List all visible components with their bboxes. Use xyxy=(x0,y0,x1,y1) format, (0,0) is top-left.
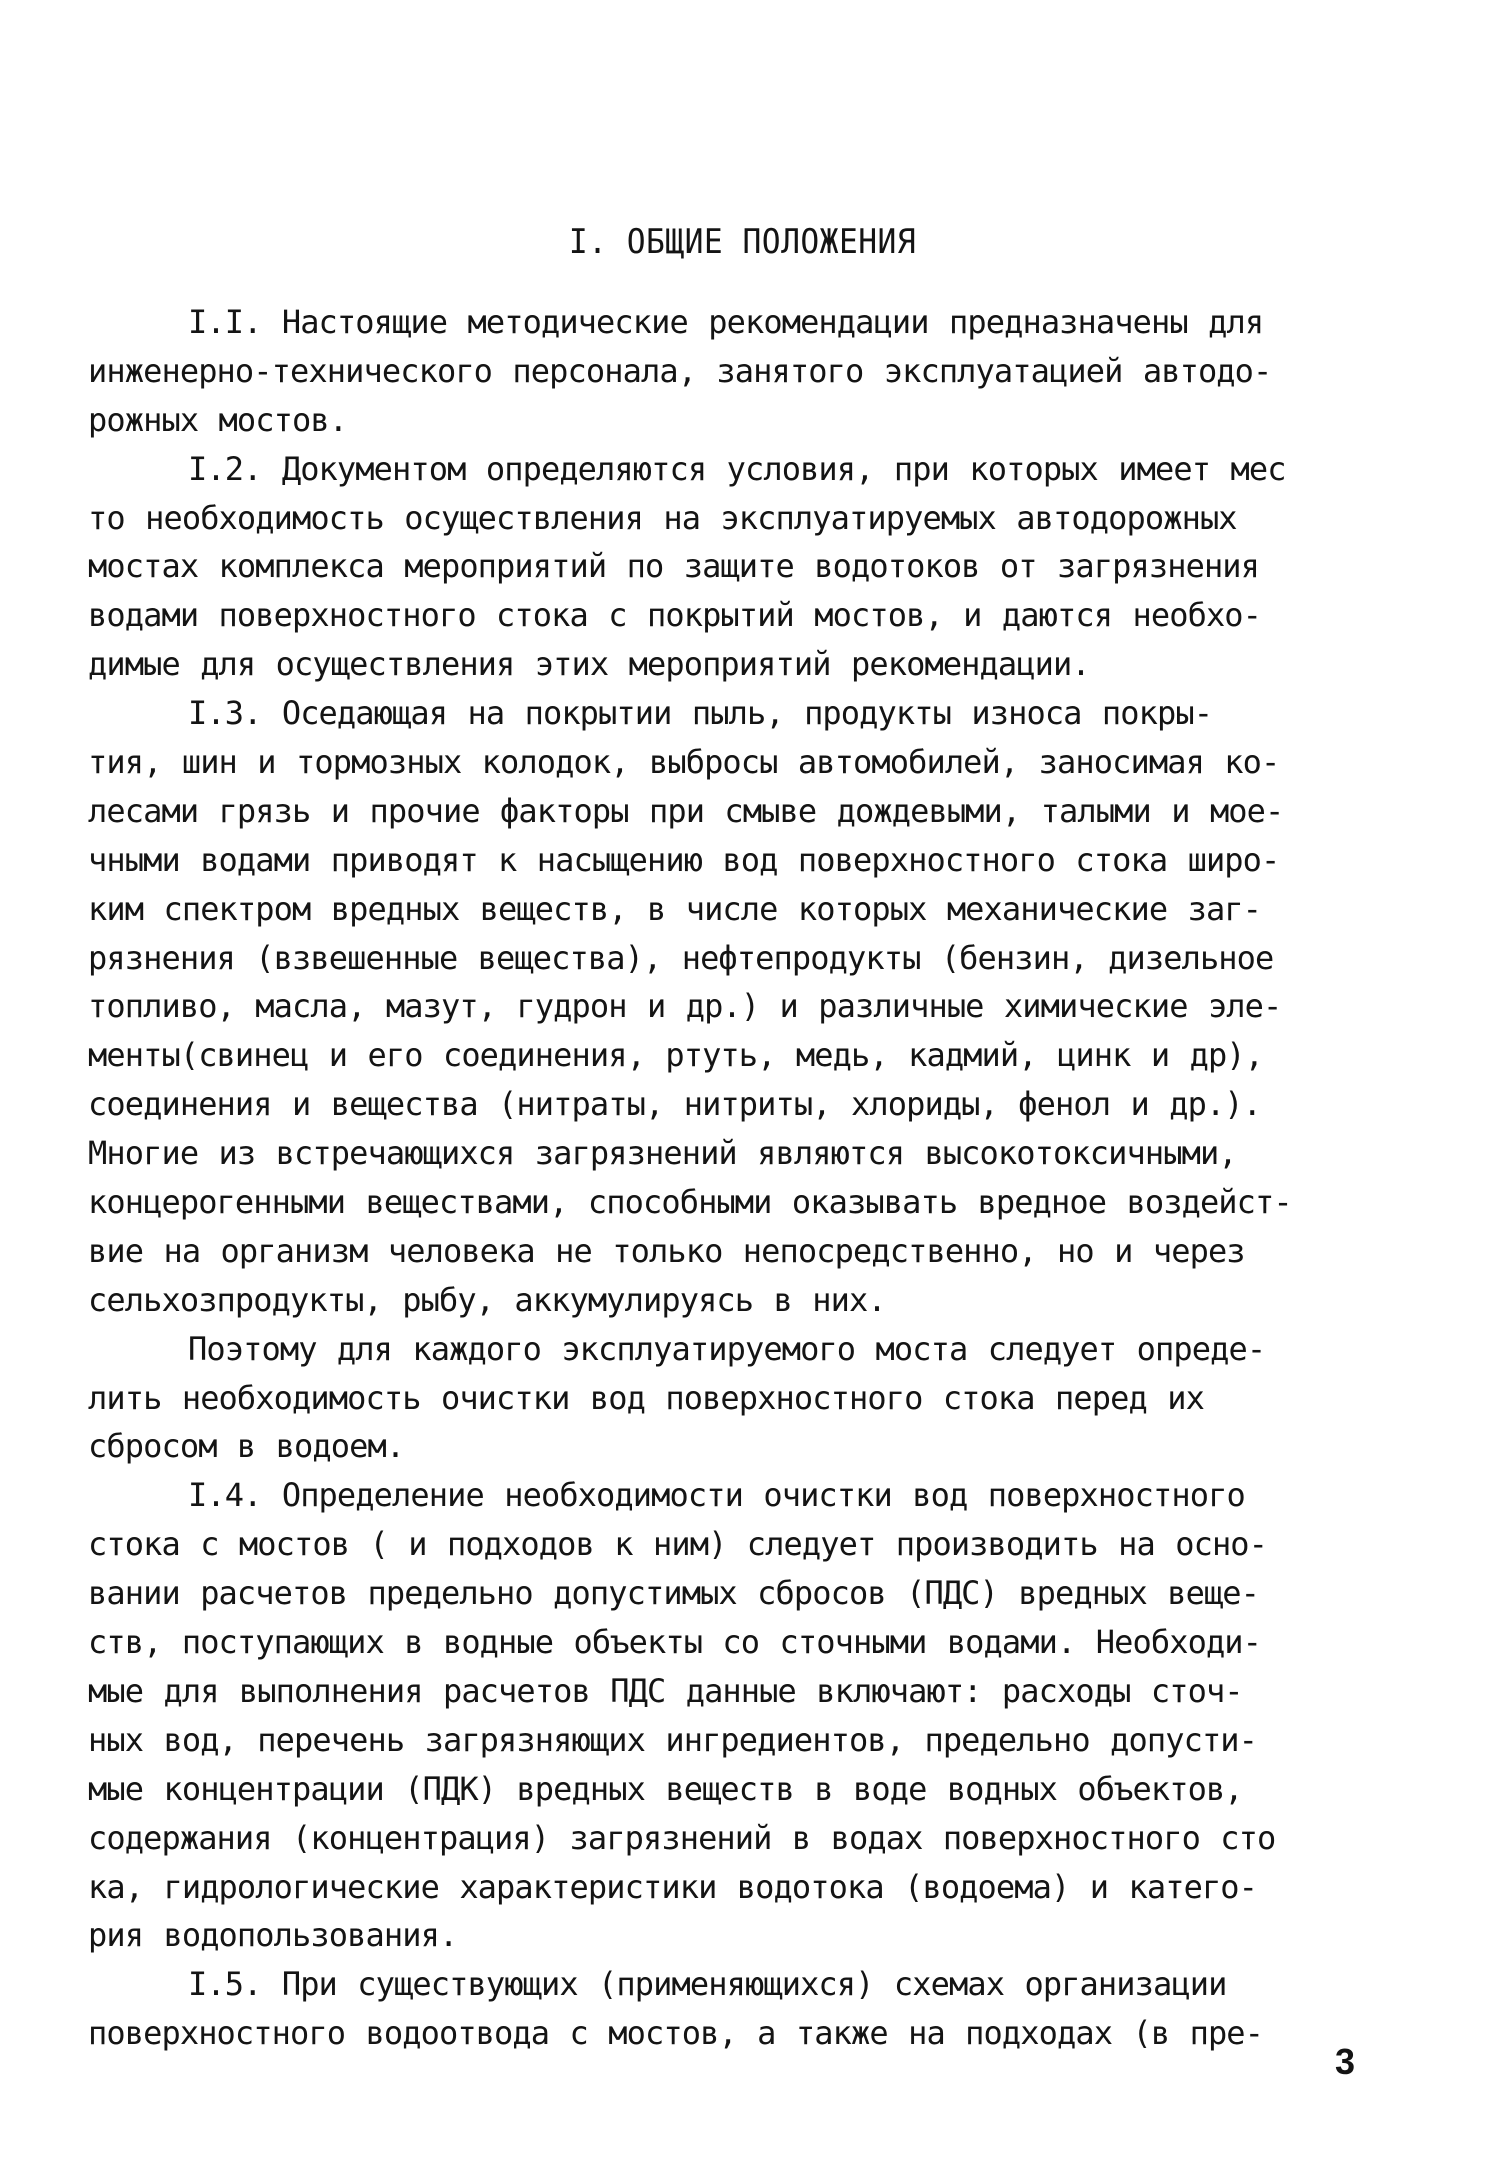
text-line: ств, поступающих в водные объекты со сточными водами. Необходи- xyxy=(88,1623,1262,1662)
text-line: соединения и вещества (нитраты, нитриты, хлориды, фенол и др.). xyxy=(88,1085,1262,1124)
text-line: вие на организм человека не только непосредственно, но и через xyxy=(88,1231,1245,1270)
text-line: димые для осуществления этих мероприятий рекомендации. xyxy=(88,645,1090,684)
body-text xyxy=(88,298,1388,2058)
text-line: менты(свинец и его соединения, ртуть, медь, кадмий, цинк и др), xyxy=(88,1036,1264,1075)
text-line: мые для выполнения расчетов ПДС данные включают: расходы сточ- xyxy=(88,1671,1243,1710)
text-line: топливо, масла, мазут, гудрон и др.) и различные химические эле- xyxy=(88,987,1282,1026)
text-line: вании расчетов предельно допустимых сбросов (ПДС) вредных веще- xyxy=(88,1574,1260,1613)
text-line: чными водами приводят к насыщению вод поверхностного стока широ- xyxy=(88,840,1280,879)
text-line: содержания (концентрация) загрязнений в водах поверхностного сто xyxy=(88,1818,1276,1857)
text-line: рия водопользования. xyxy=(88,1916,458,1955)
text-line: стока с мостов ( и подходов к ним) следует производить на осно- xyxy=(88,1525,1268,1564)
text-line: Многие из встречающихся загрязнений являются высокотоксичными, xyxy=(88,1134,1237,1173)
text-line: концерогенными веществами, способными оказывать вредное воздейст- xyxy=(88,1183,1292,1222)
text-line: ким спектром вредных веществ, в числе которых механические заг- xyxy=(88,889,1262,928)
section-heading: I. ОБЩИЕ ПОЛОЖЕНИЯ xyxy=(568,222,917,262)
text-line: лесами грязь и прочие факторы при смыве дождевыми, талыми и мое- xyxy=(88,791,1284,830)
text-line: сбросом в водоем. xyxy=(88,1427,405,1466)
text-line: мые концентрации (ПДК) вредных веществ в воде водных объектов, xyxy=(88,1769,1243,1808)
text-line: тия, шин и тормозных колодок, выбросы автомобилей, заносимая ко- xyxy=(88,743,1280,782)
text-line: I.I. Настоящие методические рекомендации предназначены для xyxy=(188,303,1264,341)
text-line: ных вод, перечень загрязняющих ингредиентов, предельно допусти- xyxy=(88,1720,1258,1759)
text-line: I.4. Определение необходимости очистки вод поверхностного xyxy=(188,1476,1245,1515)
text-line: Поэтому для каждого эксплуатируемого моста следует опреде- xyxy=(188,1329,1266,1368)
text-line: I.3. Оседающая на покрытии пыль, продукты износа покры- xyxy=(188,694,1213,733)
text-line: ка, гидрологические характеристики водотока (водоема) и катего- xyxy=(88,1867,1258,1906)
text-line: I.5. При существующих (применяющихся) схемах организации xyxy=(188,1965,1227,2004)
text-line: лить необходимость очистки вод поверхностного стока перед их xyxy=(88,1378,1204,1417)
text-line: I.2. Документом определяются условия, при которых имеет мес xyxy=(188,449,1286,488)
text-line: рязнения (взвешенные вещества), нефтепродукты (бензин, дизельное xyxy=(88,938,1274,977)
text-line: инженерно-технического персонала, занятого эксплуатацией автодо- xyxy=(88,351,1272,390)
text-line: водами поверхностного стока с покрытий мостов, и даются необхо- xyxy=(88,596,1262,635)
text-line: мостах комплекса мероприятий по защите водотоков от загрязнения xyxy=(88,547,1260,586)
page-number: 3 xyxy=(1334,2041,1355,2082)
text-line: поверхностного водоотвода с мостов, а также на подходах (в пре- xyxy=(88,2014,1264,2053)
text-line: сельхозпродукты, рыбу, аккумулируясь в них. xyxy=(88,1280,886,1319)
text-line: рожных мостов. xyxy=(88,400,348,439)
text-line: то необходимость осуществления на эксплуатируемых автодорожных xyxy=(88,498,1237,537)
